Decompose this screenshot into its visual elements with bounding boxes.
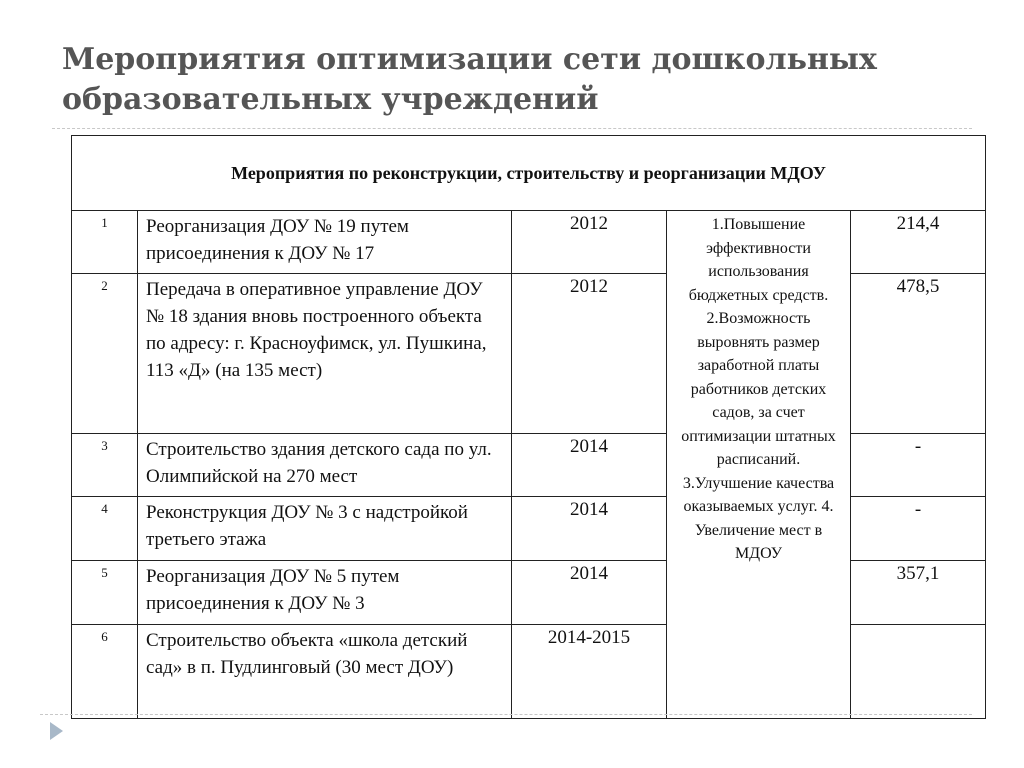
measures-table bbox=[71, 135, 986, 719]
row-number: 4 bbox=[72, 497, 138, 561]
slide-title-line-1: Мероприятия оптимизации сети дошкольных bbox=[62, 42, 877, 77]
row-year: 2014-2015 bbox=[512, 625, 667, 719]
row-description: Строительство объекта «школа детский сад» в п. Пудлинговый (30 мест ДОУ) bbox=[138, 625, 512, 719]
row-description: Строительство здания детского сада по ул. Олимпийской на 270 мест bbox=[138, 434, 512, 497]
row-amount: 357,1 bbox=[851, 561, 986, 625]
top-divider bbox=[52, 128, 972, 129]
triangle-bullet-icon bbox=[50, 722, 63, 740]
row-amount: - bbox=[851, 434, 986, 497]
row-number: 5 bbox=[72, 561, 138, 625]
row-number: 6 bbox=[72, 625, 138, 719]
row-year: 2014 bbox=[512, 434, 667, 497]
slide-title-line-2: образовательных учреждений bbox=[62, 82, 599, 117]
row-year: 2012 bbox=[512, 211, 667, 274]
row-amount bbox=[851, 625, 986, 719]
table-row bbox=[72, 211, 986, 274]
row-amount: 478,5 bbox=[851, 274, 986, 434]
slide-title bbox=[62, 40, 962, 120]
bottom-divider bbox=[40, 714, 972, 715]
row-description: Реконструкция ДОУ № 3 с надстройкой третьего этажа bbox=[138, 497, 512, 561]
row-description: Реорганизация ДОУ № 19 путем присоединения к ДОУ № 17 bbox=[138, 211, 512, 274]
row-description: Передача в оперативное управление ДОУ № 18 здания вновь построенного объекта по адресу: г. Красноуфимск, ул. Пушкина, 113 «Д» (на 135 мест) bbox=[138, 274, 512, 434]
expected-effect: 1.Повышение эффективности использования бюджетных средств. 2.Возможность выровнять размер заработной платы работников детских садов, за счет оптимизации штатных расписаний. 3.Улучшение качества оказываемых услуг. 4. Увеличение мест в МДОУ bbox=[667, 211, 851, 719]
row-number: 2 bbox=[72, 274, 138, 434]
table-header: Мероприятия по реконструкции, строительству и реорганизации МДОУ bbox=[72, 136, 986, 211]
table-header-row bbox=[72, 136, 986, 211]
row-description: Реорганизация ДОУ № 5 путем присоединения к ДОУ № 3 bbox=[138, 561, 512, 625]
row-number: 1 bbox=[72, 211, 138, 274]
row-year: 2014 bbox=[512, 497, 667, 561]
row-year: 2014 bbox=[512, 561, 667, 625]
row-amount: 214,4 bbox=[851, 211, 986, 274]
row-year: 2012 bbox=[512, 274, 667, 434]
row-amount: - bbox=[851, 497, 986, 561]
row-number: 3 bbox=[72, 434, 138, 497]
